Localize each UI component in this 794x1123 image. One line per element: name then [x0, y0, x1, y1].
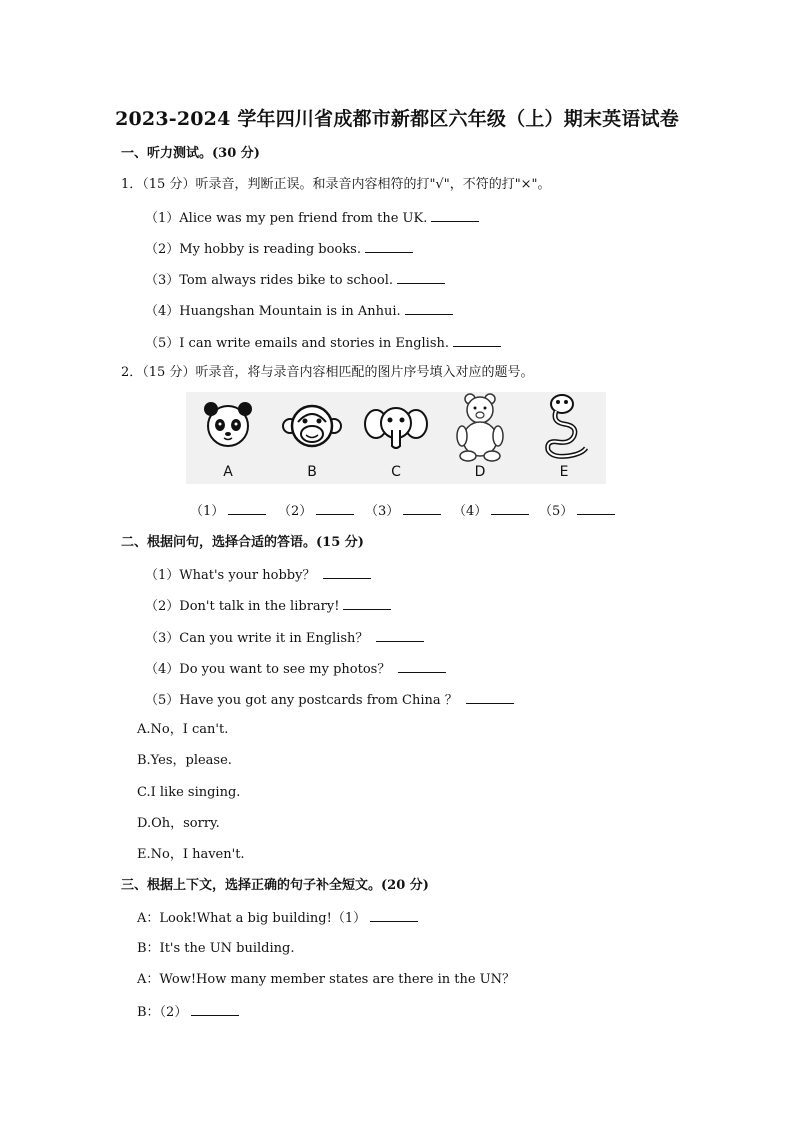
monkey-icon	[270, 392, 354, 484]
s2-item-5	[145, 691, 514, 709]
s2-item-1-text: （1）What's your hobby？	[145, 568, 316, 583]
dialogue-line-4	[137, 1003, 239, 1021]
s2-option-d: D.Oh，sorry.	[137, 816, 220, 831]
section-1-heading: 一、听力测试。(30 分)	[121, 146, 260, 161]
q1-item-5	[145, 334, 501, 352]
picture-letter: A	[223, 464, 233, 480]
s2-item-4-text: （4）Do you want to see my photos？	[145, 662, 391, 677]
q2-answer-label: （5）	[539, 504, 574, 519]
picture-letter: D	[474, 464, 486, 480]
dialogue-line-3: A：Wow!How many member states are there in the UN？	[137, 972, 516, 987]
answer-blank[interactable]	[577, 502, 615, 515]
question-1-stem: 1．（15 分）听录音，判断正误。和录音内容相符的打"√"，不符的打"×"。	[121, 177, 551, 192]
q1-item-2-text: （2）My hobby is reading books.	[145, 242, 361, 257]
q2-answer-label: （2）	[278, 504, 313, 519]
s2-option-c: C.I like singing.	[137, 785, 241, 800]
answer-blank[interactable]	[191, 1003, 239, 1016]
q2-answer-2	[278, 500, 354, 519]
q1-item-1	[145, 209, 479, 227]
answer-blank[interactable]	[343, 597, 391, 610]
picture-letter: B	[307, 464, 317, 480]
panda-icon	[186, 392, 270, 484]
answer-blank[interactable]	[365, 240, 413, 253]
q2-answer-label: （4）	[453, 504, 488, 519]
answer-blank[interactable]	[316, 502, 354, 515]
q2-answer-3	[365, 500, 441, 519]
answer-blank[interactable]	[466, 691, 514, 704]
s2-item-2-text: （2）Don't talk in the library!	[145, 599, 340, 614]
picture-letter: E	[559, 464, 569, 480]
q1-item-4-text: （4）Huangshan Mountain is in Anhui.	[145, 304, 401, 319]
section-3-heading: 三、根据上下文，选择正确的句子补全短文。(20 分)	[121, 878, 429, 893]
dialogue-line-1-text: A：Look!What a big building!（1）	[137, 911, 367, 926]
q1-item-4	[145, 302, 453, 320]
dialogue-line-1	[137, 909, 418, 927]
answer-blank[interactable]	[376, 629, 424, 642]
q2-answer-4	[453, 500, 529, 519]
s2-item-3	[145, 629, 424, 647]
q2-answer-label: （3）	[365, 504, 400, 519]
answer-blank[interactable]	[453, 334, 501, 347]
answer-blank[interactable]	[370, 909, 418, 922]
answer-blank[interactable]	[397, 271, 445, 284]
bear-icon	[438, 392, 522, 484]
s2-option-e: E.No，I haven't.	[137, 847, 245, 862]
picture-letter: C	[391, 464, 401, 480]
answer-blank[interactable]	[403, 502, 441, 515]
elephant-icon	[354, 392, 438, 484]
q1-item-3-text: （3）Tom always rides bike to school.	[145, 273, 393, 288]
section-2-heading: 二、根据问句，选择合适的答语。(15 分)	[121, 535, 364, 550]
answer-blank[interactable]	[323, 566, 371, 579]
question-2-stem: 2．（15 分）听录音，将与录音内容相匹配的图片序号填入对应的题号。	[121, 365, 534, 380]
answer-blank[interactable]	[398, 660, 446, 673]
q1-item-3	[145, 271, 445, 289]
page-title: 2023-2024 学年四川省成都市新都区六年级（上）期末英语试卷	[115, 108, 679, 130]
s2-item-2	[145, 597, 391, 615]
dialogue-line-2: B：It's the UN building.	[137, 941, 295, 956]
q1-item-5-text: （5）I can write emails and stories in English.	[145, 336, 450, 351]
q1-item-2	[145, 240, 413, 258]
animal-pictures	[186, 392, 606, 484]
q1-item-1-text: （1）Alice was my pen friend from the UK.	[145, 211, 428, 226]
s2-option-a: A.No，I can't.	[137, 722, 229, 737]
answer-blank[interactable]	[228, 502, 266, 515]
q2-answer-5	[539, 500, 615, 519]
snake-icon	[522, 392, 606, 484]
answer-blank[interactable]	[491, 502, 529, 515]
s2-item-4	[145, 660, 446, 678]
dialogue-line-4-text: B：（2）	[137, 1005, 188, 1020]
s2-item-1	[145, 566, 371, 584]
answer-blank[interactable]	[405, 302, 453, 315]
answer-blank[interactable]	[431, 209, 479, 222]
q2-answer-1	[190, 500, 266, 519]
s2-option-b: B.Yes，please.	[137, 753, 232, 768]
q2-answer-label: （1）	[190, 504, 225, 519]
s2-item-5-text: （5）Have you got any postcards from China ？	[145, 693, 458, 708]
s2-item-3-text: （3）Can you write it in English？	[145, 631, 369, 646]
